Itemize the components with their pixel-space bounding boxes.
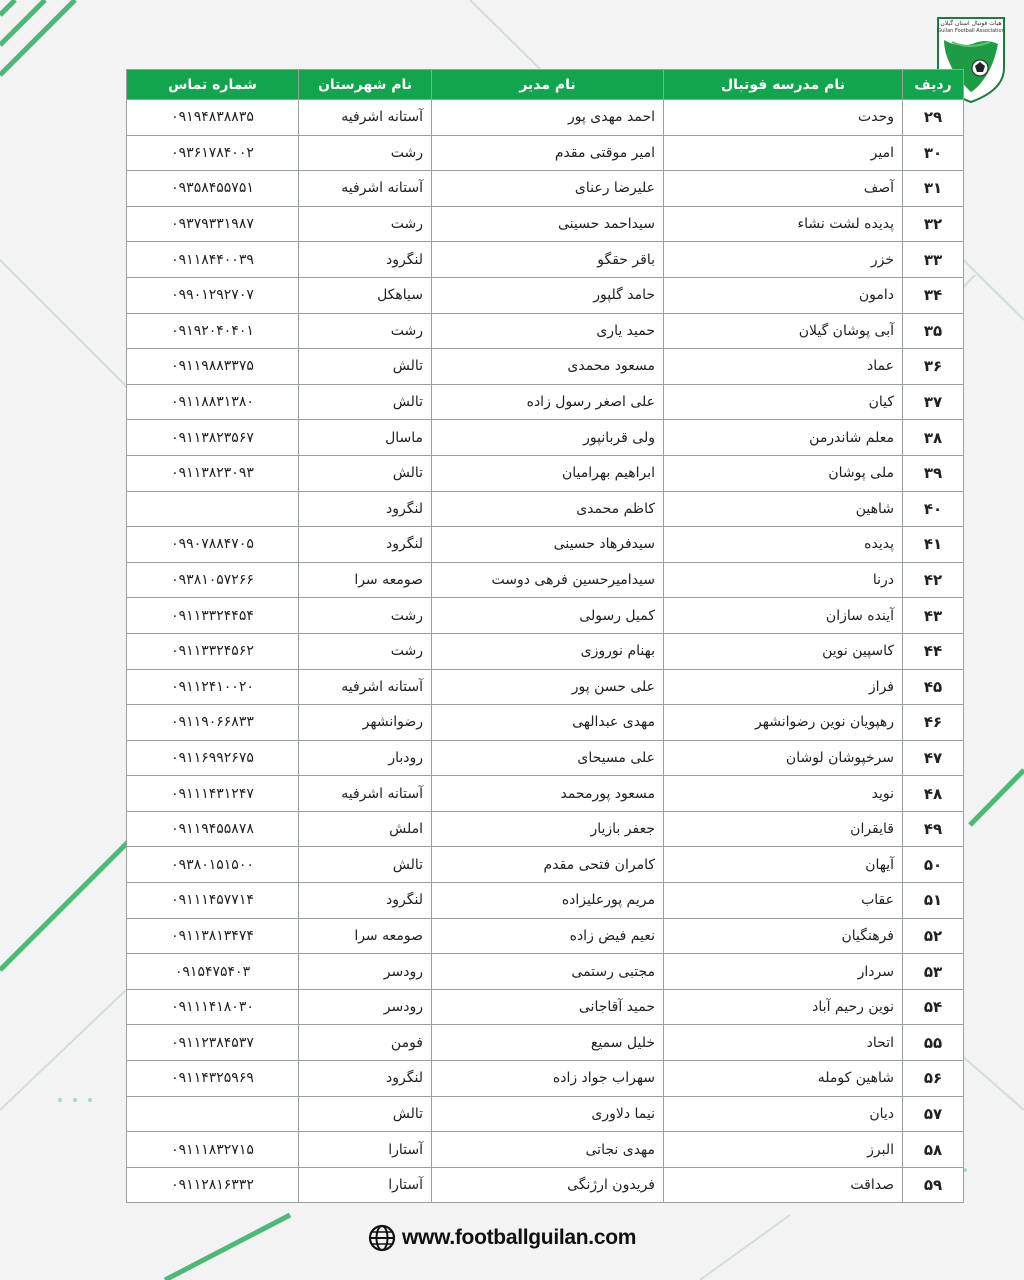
cell-school: سرخپوشان لوشان <box>664 740 903 776</box>
cell-row-number: ۳۴ <box>903 277 964 313</box>
cell-school: نوید <box>664 776 903 812</box>
cell-phone: ۰۹۳۵۸۴۵۵۷۵۱ <box>127 171 299 207</box>
cell-row-number: ۵۳ <box>903 954 964 990</box>
cell-row-number: ۵۷ <box>903 1096 964 1132</box>
table-row <box>127 491 964 527</box>
cell-manager: حامد گلپور <box>432 277 664 313</box>
cell-phone: ۰۹۱۱۱۴۵۷۷۱۴ <box>127 883 299 919</box>
table-row <box>127 598 964 634</box>
cell-school: سردار <box>664 954 903 990</box>
table-row <box>127 883 964 919</box>
cell-row-number: ۵۹ <box>903 1167 964 1203</box>
cell-row-number: ۵۶ <box>903 1061 964 1097</box>
cell-school: نوین رحیم آباد <box>664 989 903 1025</box>
column-header-manager: نام مدیر <box>432 70 664 100</box>
table-row <box>127 1132 964 1168</box>
cell-manager: ولی قربانپور <box>432 420 664 456</box>
cell-phone: ۰۹۳۶۱۷۸۴۰۰۲ <box>127 135 299 171</box>
cell-row-number: ۳۹ <box>903 455 964 491</box>
cell-row-number: ۴۰ <box>903 491 964 527</box>
cell-row-number: ۴۴ <box>903 633 964 669</box>
table-row <box>127 918 964 954</box>
table-row <box>127 633 964 669</box>
table-row <box>127 420 964 456</box>
football-schools-table-wrapper <box>126 69 952 1203</box>
table-row <box>127 740 964 776</box>
cell-city: رودسر <box>299 954 432 990</box>
cell-city: تالش <box>299 847 432 883</box>
cell-phone: ۰۹۳۷۹۳۳۱۹۸۷ <box>127 206 299 242</box>
cell-city: لنگرود <box>299 242 432 278</box>
cell-city: آستانه اشرفیه <box>299 100 432 136</box>
column-header-city: نام شهرستان <box>299 70 432 100</box>
cell-phone: ۰۹۱۱۹۰۶۶۸۳۳ <box>127 705 299 741</box>
table-header-row <box>127 70 964 100</box>
cell-manager: مجتبی رستمی <box>432 954 664 990</box>
cell-row-number: ۵۴ <box>903 989 964 1025</box>
cell-row-number: ۲۹ <box>903 100 964 136</box>
cell-manager: علی اصغر رسول زاده <box>432 384 664 420</box>
cell-city: تالش <box>299 1096 432 1132</box>
table-row <box>127 242 964 278</box>
cell-phone: ۰۹۱۱۸۸۳۱۳۸۰ <box>127 384 299 420</box>
cell-city: آستارا <box>299 1132 432 1168</box>
cell-school: عماد <box>664 349 903 385</box>
cell-manager: نعیم فیض زاده <box>432 918 664 954</box>
cell-manager: سیداحمد حسینی <box>432 206 664 242</box>
cell-row-number: ۵۸ <box>903 1132 964 1168</box>
cell-row-number: ۴۵ <box>903 669 964 705</box>
table-row <box>127 1025 964 1061</box>
cell-row-number: ۵۱ <box>903 883 964 919</box>
cell-phone: ۰۹۱۱۹۴۵۵۸۷۸ <box>127 811 299 847</box>
cell-manager: سیدامیرحسین فرهی دوست <box>432 562 664 598</box>
table-row <box>127 527 964 563</box>
cell-row-number: ۳۸ <box>903 420 964 456</box>
cell-phone: ۰۹۱۱۱۴۱۸۰۳۰ <box>127 989 299 1025</box>
table-body <box>127 100 964 1203</box>
table-row <box>127 135 964 171</box>
cell-phone: ۰۹۱۱۶۹۹۲۶۷۵ <box>127 740 299 776</box>
cell-city: صومعه سرا <box>299 918 432 954</box>
cell-row-number: ۳۷ <box>903 384 964 420</box>
cell-manager: علی مسیحای <box>432 740 664 776</box>
cell-manager: مسعود پورمحمد <box>432 776 664 812</box>
cell-school: آیهان <box>664 847 903 883</box>
cell-school: درنا <box>664 562 903 598</box>
cell-school: شاهین کومله <box>664 1061 903 1097</box>
cell-row-number: ۳۲ <box>903 206 964 242</box>
cell-row-number: ۵۲ <box>903 918 964 954</box>
cell-city: رودسر <box>299 989 432 1025</box>
website-link[interactable]: www.footballguilan.com <box>402 1226 637 1249</box>
cell-row-number: ۴۶ <box>903 705 964 741</box>
table-row <box>127 455 964 491</box>
cell-school: البرز <box>664 1132 903 1168</box>
cell-city: رشت <box>299 313 432 349</box>
cell-city: تالش <box>299 455 432 491</box>
cell-school: فراز <box>664 669 903 705</box>
cell-row-number: ۴۷ <box>903 740 964 776</box>
cell-manager: حمید یاری <box>432 313 664 349</box>
cell-manager: فریدون ارژنگی <box>432 1167 664 1203</box>
cell-manager: نیما دلاوری <box>432 1096 664 1132</box>
cell-city: سیاهکل <box>299 277 432 313</box>
cell-school: آینده سازان <box>664 598 903 634</box>
cell-manager: بهنام نوروزی <box>432 633 664 669</box>
table-row <box>127 705 964 741</box>
globe-icon <box>368 1224 396 1252</box>
cell-manager: ابراهیم بهرامیان <box>432 455 664 491</box>
cell-city: رشت <box>299 135 432 171</box>
cell-row-number: ۴۳ <box>903 598 964 634</box>
cell-phone: ۰۹۳۸۰۱۵۱۵۰۰ <box>127 847 299 883</box>
cell-manager: مهدی عبدالهی <box>432 705 664 741</box>
cell-school: کاسپین نوین <box>664 633 903 669</box>
cell-city: رشت <box>299 598 432 634</box>
cell-manager: جعفر بازیار <box>432 811 664 847</box>
cell-row-number: ۳۳ <box>903 242 964 278</box>
cell-manager: کمیل رسولی <box>432 598 664 634</box>
cell-phone: ۰۹۱۱۳۸۲۳۵۶۷ <box>127 420 299 456</box>
cell-manager: سهراب جواد زاده <box>432 1061 664 1097</box>
cell-manager: مهدی نجاتی <box>432 1132 664 1168</box>
cell-row-number: ۴۸ <box>903 776 964 812</box>
cell-city: رودبار <box>299 740 432 776</box>
cell-phone: ۰۹۱۱۳۸۲۳۰۹۳ <box>127 455 299 491</box>
cell-row-number: ۴۱ <box>903 527 964 563</box>
cell-phone: ۰۹۱۱۲۴۱۰۰۲۰ <box>127 669 299 705</box>
cell-row-number: ۳۰ <box>903 135 964 171</box>
cell-school: قایقران <box>664 811 903 847</box>
table-row <box>127 562 964 598</box>
cell-manager: باقر حقگو <box>432 242 664 278</box>
cell-phone: ۰۹۱۱۲۳۸۴۵۳۷ <box>127 1025 299 1061</box>
cell-city: ماسال <box>299 420 432 456</box>
cell-school: دیان <box>664 1096 903 1132</box>
cell-city: آستانه اشرفیه <box>299 776 432 812</box>
cell-phone: ۰۹۱۱۹۸۸۳۳۷۵ <box>127 349 299 385</box>
cell-row-number: ۴۲ <box>903 562 964 598</box>
cell-phone: ۰۹۳۸۱۰۵۷۲۶۶ <box>127 562 299 598</box>
cell-city: لنگرود <box>299 883 432 919</box>
cell-phone: ۰۹۹۰۷۸۸۴۷۰۵ <box>127 527 299 563</box>
logo-caption-fa: هیات فوتبال استان گیلان <box>940 20 1002 27</box>
table-row <box>127 313 964 349</box>
table-row <box>127 669 964 705</box>
table-row <box>127 989 964 1025</box>
column-header-school: نام مدرسه فوتبال <box>664 70 903 100</box>
cell-school: عقاب <box>664 883 903 919</box>
cell-phone: ۰۹۱۵۴۷۵۴۰۳ <box>127 954 299 990</box>
cell-school: معلم شاندرمن <box>664 420 903 456</box>
cell-school: ملی پوشان <box>664 455 903 491</box>
cell-phone: ۰۹۹۰۱۲۹۲۷۰۷ <box>127 277 299 313</box>
cell-manager: سیدفرهاد حسینی <box>432 527 664 563</box>
table-row <box>127 277 964 313</box>
table-row <box>127 1096 964 1132</box>
cell-row-number: ۳۶ <box>903 349 964 385</box>
cell-phone: ۰۹۱۹۴۸۳۸۸۳۵ <box>127 100 299 136</box>
cell-school: خزر <box>664 242 903 278</box>
cell-school: شاهین <box>664 491 903 527</box>
table-row <box>127 776 964 812</box>
table-row <box>127 206 964 242</box>
cell-city: لنگرود <box>299 1061 432 1097</box>
cell-city: رضوانشهر <box>299 705 432 741</box>
cell-phone <box>127 1096 299 1132</box>
table-row <box>127 847 964 883</box>
table-row <box>127 100 964 136</box>
cell-city: آستانه اشرفیه <box>299 669 432 705</box>
table-row <box>127 384 964 420</box>
cell-manager: مسعود محمدی <box>432 349 664 385</box>
cell-school: رهپویان نوین رضوانشهر <box>664 705 903 741</box>
footer <box>368 1222 636 1254</box>
table-row <box>127 811 964 847</box>
cell-city: رشت <box>299 206 432 242</box>
cell-phone: ۰۹۱۱۳۳۲۴۵۶۲ <box>127 633 299 669</box>
cell-manager: علیرضا رعنای <box>432 171 664 207</box>
cell-manager: حمید آقاجانی <box>432 989 664 1025</box>
table-row <box>127 954 964 990</box>
cell-city: رشت <box>299 633 432 669</box>
cell-phone: ۰۹۱۹۲۰۴۰۴۰۱ <box>127 313 299 349</box>
column-header-phone: شماره تماس <box>127 70 299 100</box>
cell-school: امیر <box>664 135 903 171</box>
cell-manager: علی حسن پور <box>432 669 664 705</box>
cell-city: آستانه اشرفیه <box>299 171 432 207</box>
column-header-row-number: ردیف <box>903 70 964 100</box>
cell-manager: کامران فتحی مقدم <box>432 847 664 883</box>
cell-phone: ۰۹۱۱۱۸۳۲۷۱۵ <box>127 1132 299 1168</box>
cell-manager: کاظم محمدی <box>432 491 664 527</box>
cell-row-number: ۵۵ <box>903 1025 964 1061</box>
cell-city: املش <box>299 811 432 847</box>
cell-city: صومعه سرا <box>299 562 432 598</box>
cell-manager: احمد مهدی پور <box>432 100 664 136</box>
cell-phone: ۰۹۱۱۸۴۴۰۰۳۹ <box>127 242 299 278</box>
cell-school: صداقت <box>664 1167 903 1203</box>
cell-row-number: ۳۱ <box>903 171 964 207</box>
table-row <box>127 349 964 385</box>
cell-row-number: ۳۵ <box>903 313 964 349</box>
cell-school: اتحاد <box>664 1025 903 1061</box>
table-row <box>127 1167 964 1203</box>
cell-school: دامون <box>664 277 903 313</box>
cell-phone <box>127 491 299 527</box>
table-row <box>127 1061 964 1097</box>
cell-city: تالش <box>299 349 432 385</box>
table-row <box>127 171 964 207</box>
cell-row-number: ۵۰ <box>903 847 964 883</box>
cell-phone: ۰۹۱۱۴۳۲۵۹۶۹ <box>127 1061 299 1097</box>
cell-manager: مریم پورعلیزاده <box>432 883 664 919</box>
cell-school: آصف <box>664 171 903 207</box>
cell-phone: ۰۹۱۱۲۸۱۶۳۳۲ <box>127 1167 299 1203</box>
cell-school: پدیده <box>664 527 903 563</box>
cell-manager: امیر موقتی مقدم <box>432 135 664 171</box>
cell-school: کیان <box>664 384 903 420</box>
cell-city: تالش <box>299 384 432 420</box>
cell-school: فرهنگیان <box>664 918 903 954</box>
cell-phone: ۰۹۱۱۳۸۱۳۴۷۴ <box>127 918 299 954</box>
football-schools-table <box>126 69 964 1203</box>
cell-phone: ۰۹۱۱۳۳۲۴۴۵۴ <box>127 598 299 634</box>
cell-manager: خلیل سمیع <box>432 1025 664 1061</box>
cell-city: لنگرود <box>299 527 432 563</box>
cell-school: آبی پوشان گیلان <box>664 313 903 349</box>
cell-city: لنگرود <box>299 491 432 527</box>
cell-school: وحدت <box>664 100 903 136</box>
logo-caption-en: Guilan Football Association <box>937 28 1005 34</box>
cell-school: پدیده لشت نشاء <box>664 206 903 242</box>
cell-phone: ۰۹۱۱۱۴۳۱۲۴۷ <box>127 776 299 812</box>
cell-row-number: ۴۹ <box>903 811 964 847</box>
cell-city: فومن <box>299 1025 432 1061</box>
cell-city: آستارا <box>299 1167 432 1203</box>
